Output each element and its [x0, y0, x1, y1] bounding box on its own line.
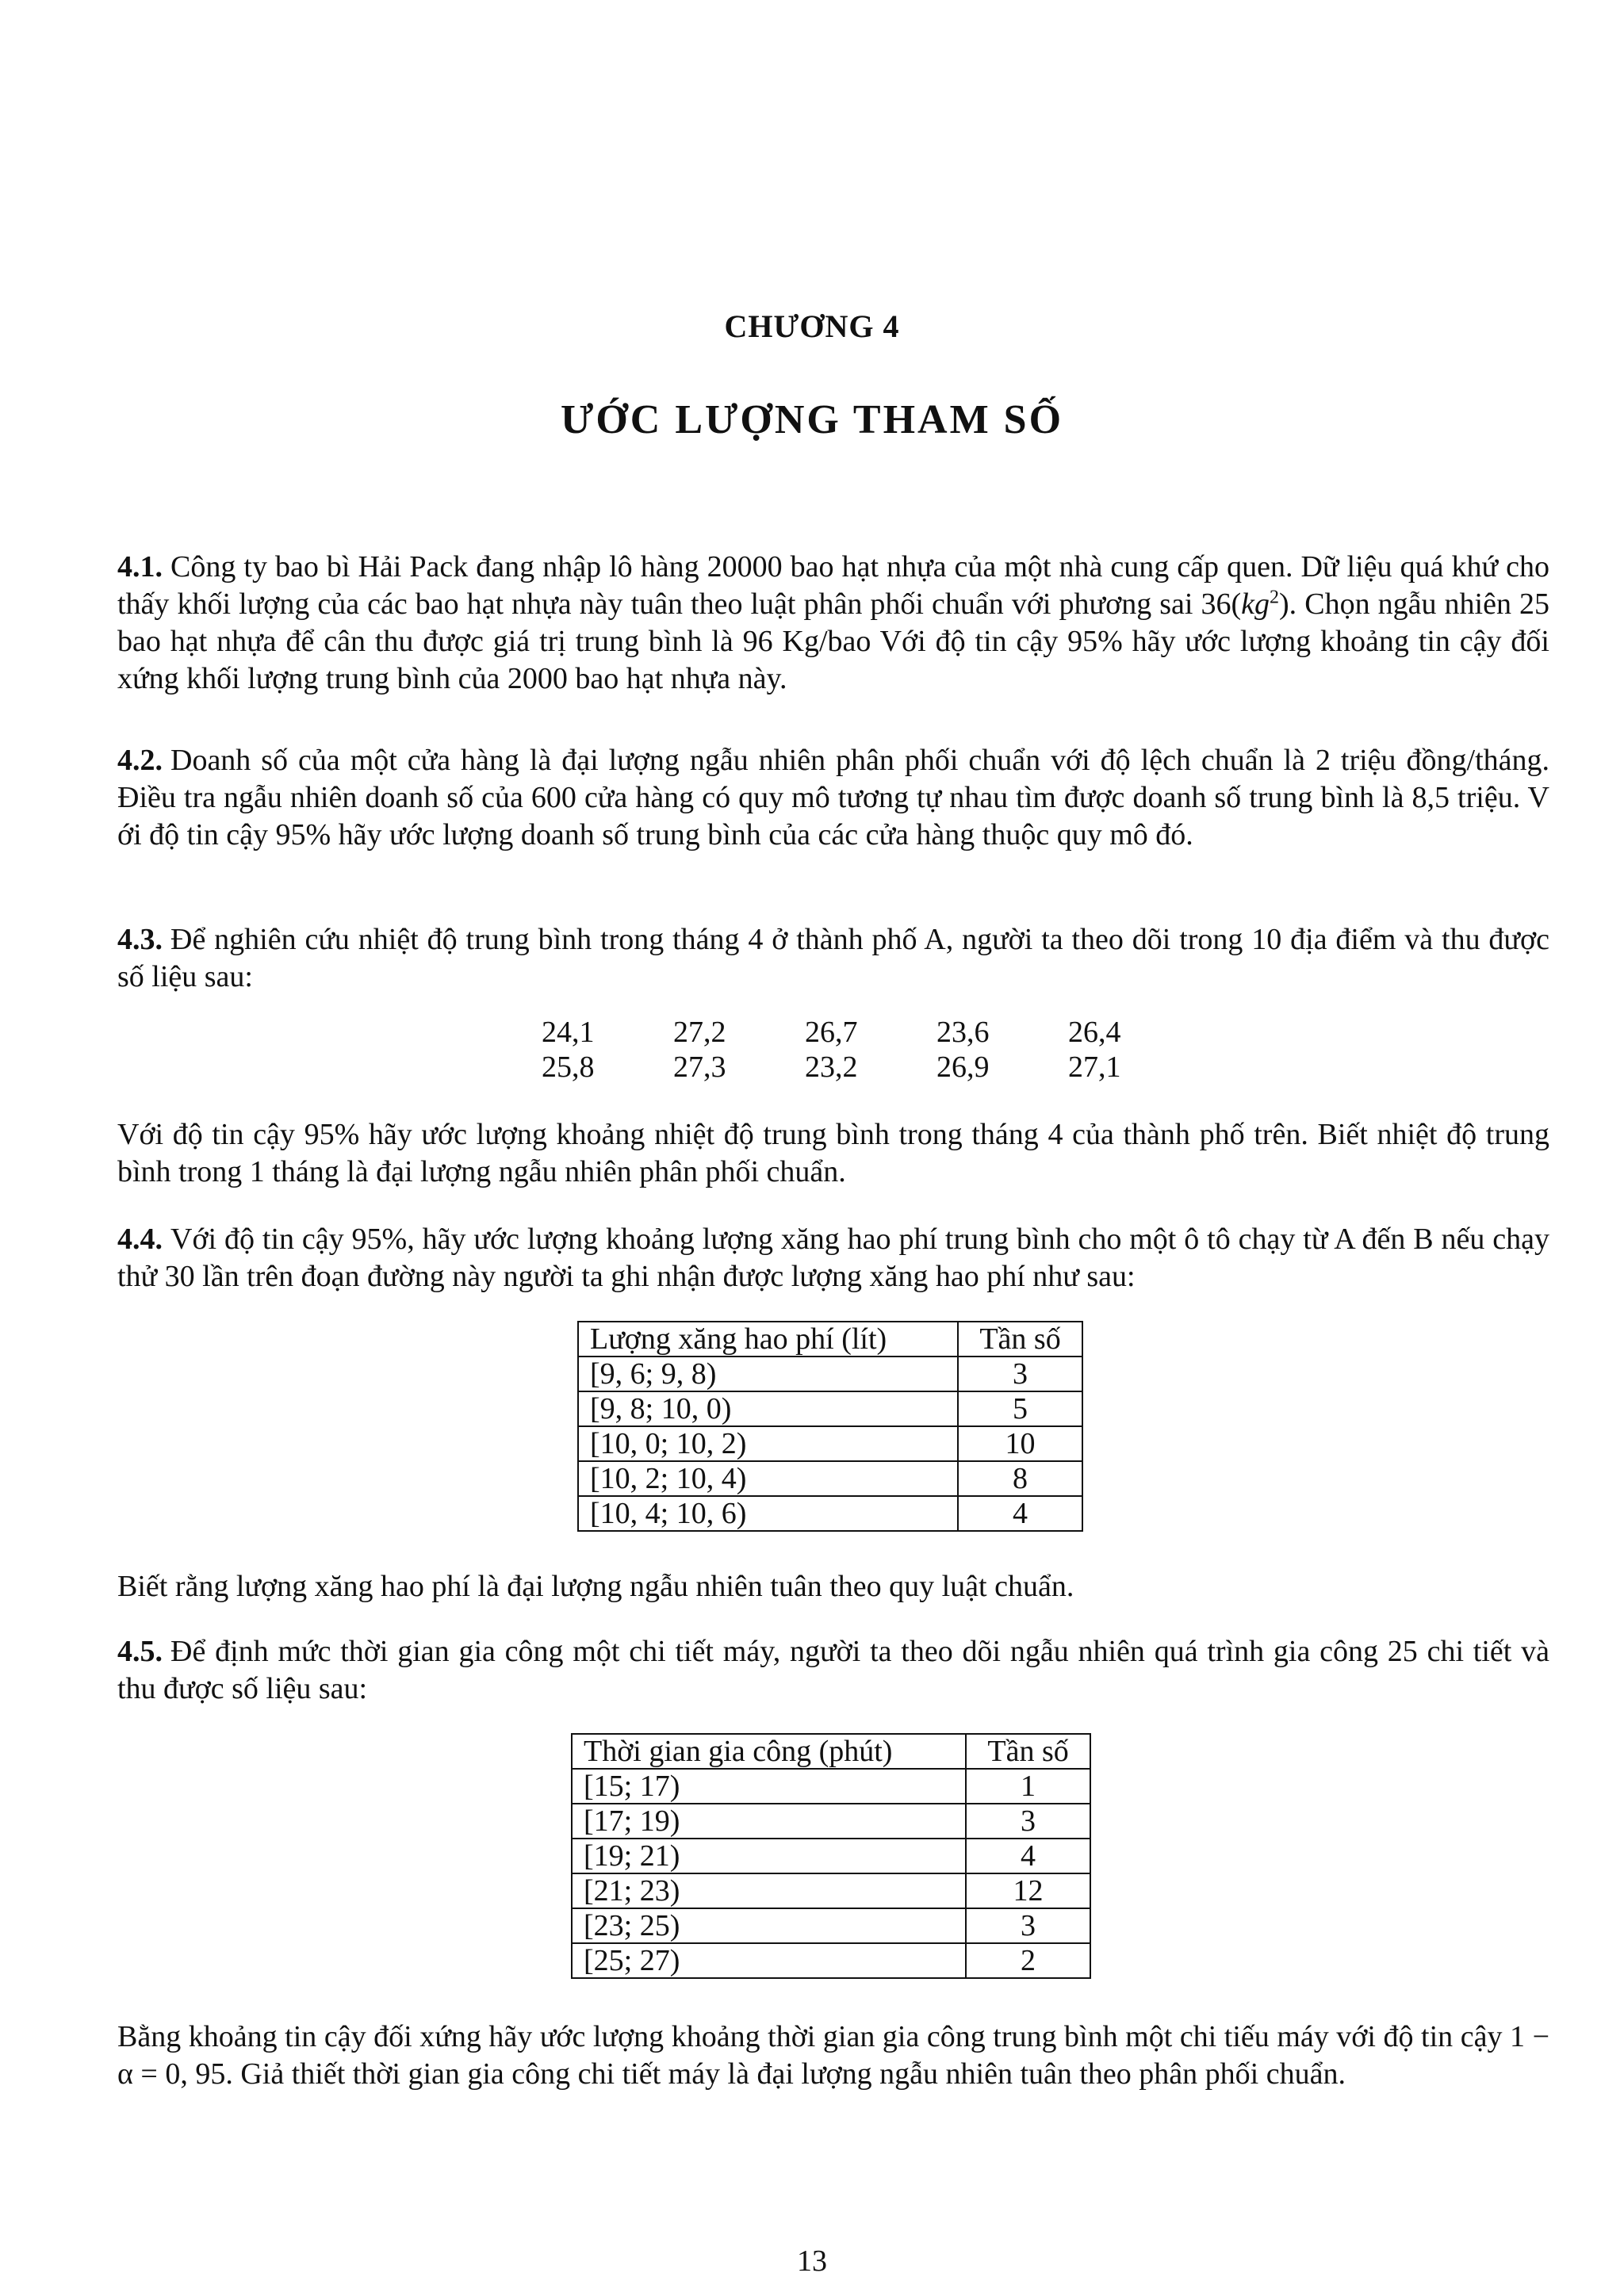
problem-text: Biết rằng lượng xăng hao phí là đại lượng ngẫu nhiên tuân theo quy luật chuẩn.	[117, 1570, 1074, 1603]
problem-text: Để định mức thời gian gia công một chi tiết máy, người ta theo dõi ngẫu nhiên quá trình gia công 25 chi tiết và thu được số liệu sau:	[117, 1635, 1549, 1705]
table-cell: 10	[958, 1426, 1082, 1461]
problem-text: Doanh số của một cửa hàng là đại lượng ngẫu nhiên phân phối chuẩn với độ lệch chuẩn là 2 triệu đồng/tháng. Điều tra ngẫu nhiên doanh số của 600 cửa hàng có quy mô tương tự nhau tìm được doanh số trung bình là 8,5 triệu. V ới độ tin cậy 95% hãy ước lượng doanh số trung bình của các cửa hàng thuộc quy mô đó.	[117, 744, 1549, 851]
table-cell: 12	[966, 1873, 1090, 1908]
table-row	[572, 1804, 1090, 1839]
problem-text: Để nghiên cứu nhiệt độ trung bình trong tháng 4 ở thành phố A, người ta theo dõi trong 10 địa điểm và thu được số liệu sau:	[117, 923, 1549, 993]
table-cell: [23; 25)	[572, 1908, 966, 1943]
problem-text: Với độ tin cậy 95% hãy ước lượng khoảng nhiệt độ trung bình trong tháng 4 của thành phố trên. Biết nhiệt độ trung bình trong 1 tháng là đại lượng ngẫu nhiên phân phối chuẩn.	[117, 1118, 1549, 1188]
chapter-title: ƯỚC LƯỢNG THAM SỐ	[560, 397, 1064, 442]
problem-4-5	[117, 1633, 1549, 1708]
problem-text: Công ty bao bì Hải Pack đang nhập lô hàng 20000 bao hạt nhựa của một nhà cung cấp quen. Dữ liệu quá khứ cho thấy khối lượng của các bao hạt nhựa này tuân theo luật phân phối chuẩn với phương sai 36(	[117, 550, 1549, 621]
problem-number: 4.1.	[117, 550, 163, 584]
machining-time-table	[571, 1733, 1091, 1979]
table-cell: 3	[966, 1908, 1090, 1943]
table-cell: 5	[958, 1391, 1082, 1426]
table-cell: 1	[966, 1769, 1090, 1804]
table-cell: [9, 8; 10, 0)	[578, 1391, 958, 1426]
data-cell: 26,4	[1068, 1016, 1121, 1049]
table-row	[578, 1426, 1082, 1461]
data-cell: 26,9	[936, 1050, 990, 1084]
table-row	[572, 1873, 1090, 1908]
problem-number: 4.4.	[117, 1223, 163, 1256]
data-row	[542, 1015, 1200, 1050]
column-header: Lượng xăng hao phí (lít)	[578, 1322, 958, 1357]
page-number: 13	[797, 2244, 827, 2278]
table-row	[572, 1769, 1090, 1804]
problem-text: Bằng khoảng tin cậy đối xứng hãy ước lượng khoảng thời gian gia công trung bình một chi tiếu máy với độ tin cậy 1 − α = 0, 95. Giả thiết thời gian gia công chi tiết máy là đại lượng ngẫu nhiên tuân theo phân phối chuẩn.	[117, 2020, 1549, 2091]
table-cell: [10, 2; 10, 4)	[578, 1461, 958, 1496]
table-cell: [17; 19)	[572, 1804, 966, 1839]
problem-text-cont: ). Chọn ngẫu nhiên 25 bao hạt nhựa để cân thu được giá trị trung bình là 96 Kg/bao Với độ tin cậy 95% hãy ước lượng khoảng tin cậy đối xứng khối lượng trung bình của 2000 bao hạt nhựa này.	[117, 587, 1549, 695]
table-cell: [9, 6; 9, 8)	[578, 1357, 958, 1391]
problem-4-4	[117, 1221, 1549, 1295]
table-cell: 3	[958, 1357, 1082, 1391]
data-cell: 27,1	[1068, 1050, 1121, 1084]
data-cell: 27,3	[673, 1050, 726, 1084]
problem-4-3-followup	[117, 1116, 1549, 1191]
table-cell: [10, 0; 10, 2)	[578, 1426, 958, 1461]
problem-4-5-followup	[117, 2019, 1549, 2093]
table-cell: [25; 27)	[572, 1943, 966, 1978]
column-header: Tần số	[958, 1322, 1082, 1357]
temperature-data	[542, 1015, 1200, 1085]
data-cell: 26,7	[805, 1016, 858, 1049]
data-row	[542, 1050, 1200, 1085]
table-cell: [21; 23)	[572, 1873, 966, 1908]
table-cell: 8	[958, 1461, 1082, 1496]
data-cell: 24,1	[542, 1016, 595, 1049]
data-cell: 23,6	[936, 1016, 990, 1049]
problem-4-2	[117, 742, 1549, 854]
table-row	[578, 1496, 1082, 1531]
column-header: Thời gian gia công (phút)	[572, 1734, 966, 1769]
fuel-frequency-table	[577, 1321, 1083, 1532]
table-cell: 4	[958, 1496, 1082, 1531]
chapter-label: CHƯƠNG 4	[724, 308, 900, 344]
problem-text: Với độ tin cậy 95%, hãy ước lượng khoảng lượng xăng hao phí trung bình cho một ô tô chạy từ A đến B nếu chạy thử 30 lần trên đoạn đường này người ta ghi nhận được lượng xăng hao phí như sau:	[117, 1223, 1549, 1293]
table-row	[578, 1461, 1082, 1496]
table-row	[578, 1391, 1082, 1426]
table-cell: 4	[966, 1839, 1090, 1873]
problem-number: 4.5.	[117, 1635, 163, 1668]
table-row	[572, 1908, 1090, 1943]
table-row	[578, 1357, 1082, 1391]
math-kg: kg	[1241, 587, 1270, 621]
data-cell: 27,2	[673, 1016, 726, 1049]
column-header: Tần số	[966, 1734, 1090, 1769]
problem-4-1	[117, 549, 1549, 698]
table-cell: [19; 21)	[572, 1839, 966, 1873]
data-cell: 25,8	[542, 1050, 595, 1084]
table-cell: [15; 17)	[572, 1769, 966, 1804]
problem-4-4-followup	[117, 1568, 1549, 1605]
data-cell: 23,2	[805, 1050, 858, 1084]
math-exponent: 2	[1270, 587, 1280, 608]
table-row	[572, 1839, 1090, 1873]
problem-4-3	[117, 921, 1549, 996]
problem-number: 4.3.	[117, 923, 163, 956]
problem-number: 4.2.	[117, 744, 163, 777]
table-header-row	[572, 1734, 1090, 1769]
table-cell: [10, 4; 10, 6)	[578, 1496, 958, 1531]
table-cell: 3	[966, 1804, 1090, 1839]
table-cell: 2	[966, 1943, 1090, 1978]
table-header-row	[578, 1322, 1082, 1357]
table-row	[572, 1943, 1090, 1978]
